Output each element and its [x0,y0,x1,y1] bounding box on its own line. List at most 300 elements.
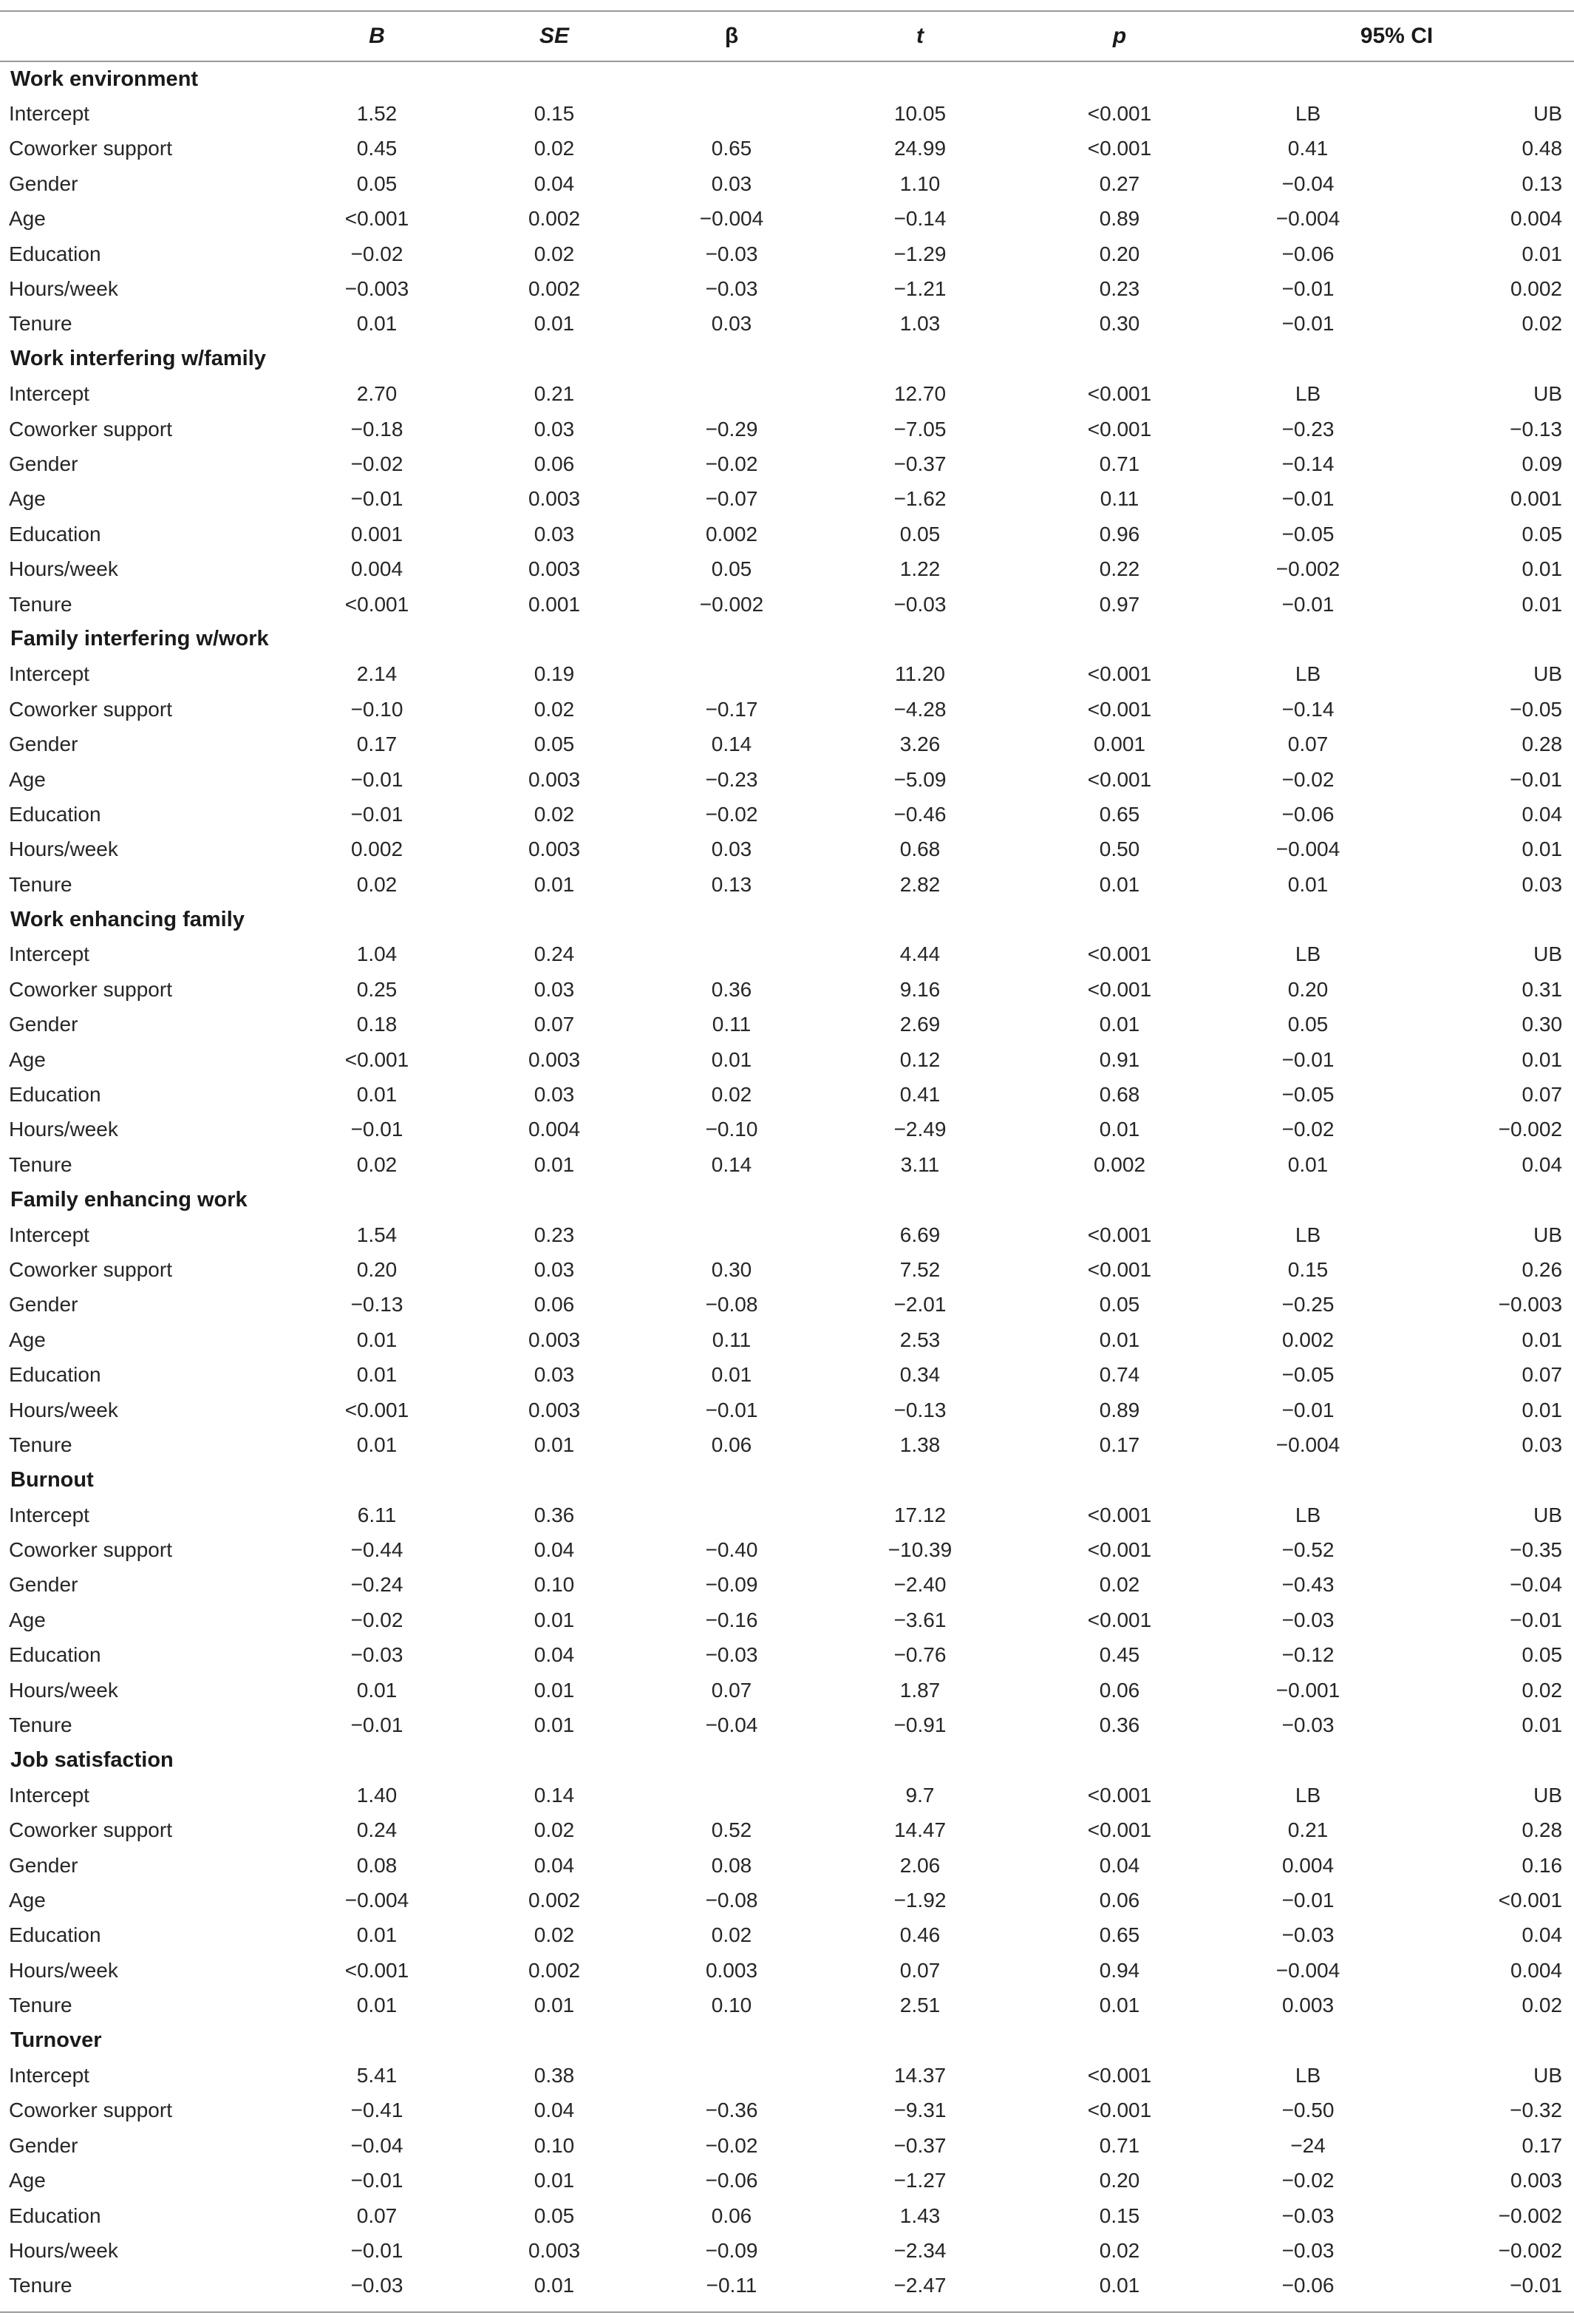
cell-se: 0.03 [534,977,575,1001]
cell-ci-upper: 0.16 [1522,1853,1563,1877]
cell-predictor: Gender [9,452,78,475]
table-row [0,972,1574,1007]
cell-t: −5.09 [893,767,947,791]
cell-ci-lower: −0.01 [1281,592,1335,616]
cell-p: 0.01 [1099,1328,1140,1351]
cell-b: 0.01 [356,1923,398,1947]
cell-t: −0.46 [893,802,947,826]
cell-ci-upper: 0.01 [1522,1328,1563,1351]
cell-ci-upper: 0.004 [1510,1958,1563,1982]
cell-se: 0.14 [534,1783,575,1807]
cell-ci-lower: −0.05 [1281,1363,1335,1387]
cell-beta: 0.002 [705,522,758,546]
cell-t: 1.22 [899,557,941,581]
cell-ci-upper: UB [1533,1223,1563,1246]
cell-predictor: Education [9,1923,101,1947]
table-row [0,1708,1574,1742]
cell-se: 0.01 [534,2274,575,2297]
cell-se: 0.01 [534,1433,575,1456]
cell-ci-upper: UB [1533,102,1563,126]
cell-b: −0.01 [350,1118,403,1141]
cell-p: 0.91 [1099,1047,1140,1071]
cell-se: 0.002 [528,1958,581,1982]
cell-t: 3.26 [899,733,941,756]
cell-ci-lower: −0.01 [1281,277,1335,301]
cell-se: 0.002 [528,1889,581,1912]
cell-ci-lower: 0.01 [1287,872,1329,896]
cell-predictor: Age [9,487,46,511]
table-row [0,2269,1574,2303]
cell-p: 0.02 [1099,2238,1140,2262]
section-title: Work interfering w/family [10,347,266,371]
cell-predictor: Intercept [9,942,89,966]
table-row [0,1568,1574,1603]
cell-b: −0.44 [350,1538,403,1562]
cell-beta: −0.08 [705,1293,758,1316]
cell-p: <0.001 [1087,2099,1152,2122]
cell-predictor: Hours/week [9,2238,118,2262]
cell-beta: −0.09 [705,2238,758,2262]
cell-se: 0.36 [534,1503,575,1526]
cell-predictor: Intercept [9,1503,89,1526]
cell-ci-upper: 0.30 [1522,1013,1563,1036]
table-body [0,61,1574,2303]
cell-t: 1.87 [899,1678,941,1702]
cell-p: <0.001 [1087,1608,1152,1631]
cell-ci-upper: 0.002 [1510,277,1563,301]
cell-ci-lower: 0.003 [1281,1994,1335,2017]
cell-b: 0.01 [356,312,398,336]
cell-t: −2.34 [893,2238,947,2262]
cell-se: 0.004 [528,1118,581,1141]
cell-b: 1.40 [356,1783,398,1807]
cell-se: 0.01 [534,1608,575,1631]
cell-b: −0.24 [350,1573,403,1597]
cell-predictor: Coworker support [9,1818,172,1842]
cell-ci-upper: 0.01 [1522,592,1563,616]
cell-se: 0.03 [534,1363,575,1387]
cell-b: 0.001 [350,522,403,546]
cell-beta [643,1498,820,1532]
table-row [0,412,1574,446]
cell-beta: −0.04 [705,1713,758,1737]
cell-predictor: Age [9,1889,46,1912]
cell-t: −0.14 [893,207,947,231]
cell-b: −0.03 [350,2274,403,2297]
section-header-row [0,1463,1574,1498]
section-header-row [0,2023,1574,2058]
table-row [0,1778,1574,1812]
cell-predictor: Tenure [9,872,72,896]
cell-predictor: Tenure [9,1152,72,1176]
cell-ci-upper: 0.04 [1522,802,1563,826]
cell-t: 2.69 [899,1013,941,1036]
cell-ci-lower: −0.004 [1275,837,1340,861]
table-row [0,2093,1574,2128]
table-row [0,1147,1574,1182]
cell-t: 24.99 [893,137,947,160]
cell-predictor: Gender [9,733,78,756]
cell-ci-upper: −0.01 [1510,2274,1563,2297]
cell-t: −1.27 [893,2169,947,2192]
section-header-row [0,902,1574,937]
cell-b: 0.18 [356,1013,398,1036]
cell-b: −0.03 [350,1643,403,1667]
cell-ci-upper: UB [1533,662,1563,686]
cell-ci-lower: −0.12 [1281,1643,1335,1667]
cell-b: 1.04 [356,942,398,966]
cell-beta: 0.06 [711,1433,752,1456]
cell-ci-lower: 0.20 [1287,977,1329,1001]
cell-p: 0.23 [1099,277,1140,301]
cell-p: <0.001 [1087,382,1152,406]
section-header-row [0,1183,1574,1217]
table-row [0,132,1574,166]
cell-t: 1.43 [899,2204,941,2227]
cell-beta: 0.01 [711,1363,752,1387]
cell-p: <0.001 [1087,1257,1152,1281]
cell-b: −0.01 [350,487,403,511]
cell-predictor: Tenure [9,1713,72,1737]
cell-se: 0.01 [534,1994,575,2017]
cell-b: −0.01 [350,1713,403,1737]
cell-b: −0.41 [350,2099,403,2122]
table-bottom-rule [0,2311,1574,2313]
cell-se: 0.01 [534,1713,575,1737]
table-row [0,1498,1574,1532]
cell-se: 0.04 [534,1538,575,1562]
cell-t: 6.69 [899,1223,941,1246]
cell-t: −0.91 [893,1713,947,1737]
cell-b: 1.54 [356,1223,398,1246]
cell-b: 0.02 [356,1152,398,1176]
cell-predictor: Education [9,1643,101,1667]
cell-se: 0.003 [528,557,581,581]
cell-ci-lower: −0.06 [1281,2274,1335,2297]
table-row [0,657,1574,692]
cell-t: 12.70 [893,382,947,406]
cell-t: 2.06 [899,1853,941,1877]
cell-predictor: Intercept [9,2063,89,2087]
cell-t: 4.44 [899,942,941,966]
section-header-row [0,61,1574,96]
cell-beta: 0.36 [711,977,752,1001]
table-row [0,307,1574,342]
table-row [0,271,1574,306]
cell-ci-lower: −0.14 [1281,697,1335,721]
cell-beta: −0.03 [705,1643,758,1667]
cell-se: 0.06 [534,1293,575,1316]
cell-p: 0.71 [1099,452,1140,475]
cell-b: −0.02 [350,242,403,265]
cell-ci-upper: 0.17 [1522,2133,1563,2157]
cell-se: 0.06 [534,452,575,475]
cell-p: 0.36 [1099,1713,1140,1737]
cell-b: 0.24 [356,1818,398,1842]
cell-ci-lower: −0.43 [1281,1573,1335,1597]
cell-p: 0.002 [1093,1152,1146,1176]
cell-ci-upper: 0.01 [1522,557,1563,581]
cell-beta: 0.03 [711,171,752,195]
cell-beta: −0.16 [705,1608,758,1631]
table-row [0,96,1574,131]
cell-ci-upper: −0.13 [1510,417,1563,441]
table-row [0,1953,1574,1988]
cell-t: 0.07 [899,1958,941,1982]
cell-t: −0.37 [893,452,947,475]
cell-b: 0.07 [356,2204,398,2227]
table-row [0,2128,1574,2163]
cell-beta [643,2058,820,2093]
cell-beta: −0.17 [705,697,758,721]
cell-ci-lower: −0.01 [1281,312,1335,336]
cell-se: 0.002 [528,277,581,301]
cell-ci-upper: −0.35 [1510,1538,1563,1562]
cell-b: 2.70 [356,382,398,406]
section-title: Job satisfaction [10,1747,174,1772]
cell-ci-upper: −0.003 [1498,1293,1563,1316]
cell-b: −0.004 [344,1889,409,1912]
cell-predictor: Tenure [9,1994,72,2017]
cell-predictor: Hours/week [9,1118,118,1141]
table-row [0,1988,1574,2022]
cell-beta: 0.03 [711,837,752,861]
cell-p: 0.01 [1099,1118,1140,1141]
cell-ci-lower: −0.52 [1281,1538,1335,1562]
cell-ci-lower: −0.04 [1281,171,1335,195]
cell-p: 0.22 [1099,557,1140,581]
cell-se: 0.001 [528,592,581,616]
cell-t: 9.7 [905,1783,935,1807]
cell-p: 0.06 [1099,1889,1140,1912]
table-row [0,797,1574,832]
cell-predictor: Coworker support [9,2099,172,2122]
cell-se: 0.04 [534,1853,575,1877]
cell-se: 0.003 [528,837,581,861]
section-header-row [0,622,1574,656]
cell-ci-lower: −0.01 [1281,1889,1335,1912]
cell-p: 0.20 [1099,2169,1140,2192]
cell-b: −0.04 [350,2133,403,2157]
cell-se: 0.003 [528,487,581,511]
cell-ci-upper: 0.001 [1510,487,1563,511]
cell-t: 14.47 [893,1818,947,1842]
cell-beta: 0.11 [712,1328,752,1351]
cell-beta: −0.03 [705,277,758,301]
cell-ci-upper: 0.003 [1510,2169,1563,2192]
cell-ci-lower: 0.15 [1287,1257,1329,1281]
cell-ci-upper: −0.002 [1498,2204,1563,2227]
cell-t: 1.03 [899,312,941,336]
cell-p: 0.17 [1099,1433,1140,1456]
cell-beta: −0.02 [705,452,758,475]
cell-ci-upper: UB [1533,2063,1563,2087]
cell-t: 0.41 [899,1083,941,1107]
table-row [0,166,1574,201]
cell-ci-upper: 0.07 [1522,1363,1563,1387]
cell-p: 0.01 [1099,2274,1140,2297]
cell-p: 0.04 [1099,1853,1140,1877]
cell-ci-lower: LB [1295,662,1321,686]
cell-p: <0.001 [1087,1223,1152,1246]
cell-predictor: Gender [9,1293,78,1316]
cell-beta: 0.11 [712,1013,752,1036]
cell-ci-lower: LB [1295,2063,1321,2087]
cell-b: 0.01 [356,1363,398,1387]
cell-ci-upper: 0.48 [1522,137,1563,160]
cell-p: 0.97 [1099,592,1140,616]
cell-se: 0.003 [528,767,581,791]
cell-ci-lower: −0.002 [1275,557,1340,581]
cell-ci-upper: 0.28 [1522,1818,1563,1842]
cell-t: 11.20 [895,662,945,686]
table-row [0,727,1574,761]
table-row [0,2233,1574,2268]
table-row [0,482,1574,517]
cell-t: 2.53 [899,1328,941,1351]
cell-se: 0.04 [534,171,575,195]
cell-ci-upper: UB [1533,1503,1563,1526]
cell-t: −0.76 [893,1643,947,1667]
table-row [0,1322,1574,1357]
cell-predictor: Age [9,1608,46,1631]
cell-b: 0.002 [350,837,403,861]
cell-predictor: Gender [9,2133,78,2157]
section-title: Burnout [10,1467,94,1492]
table-row [0,1427,1574,1462]
cell-beta: 0.30 [711,1257,752,1281]
cell-se: 0.02 [534,1923,575,1947]
cell-t: 9.16 [899,977,941,1001]
cell-ci-upper: 0.02 [1522,1678,1563,1702]
cell-beta: 0.65 [711,137,752,160]
cell-ci-lower: −0.01 [1281,1047,1335,1071]
table-row [0,2058,1574,2093]
cell-predictor: Coworker support [9,417,172,441]
cell-predictor: Education [9,802,101,826]
cell-t: −1.92 [893,1889,947,1912]
cell-predictor: Gender [9,1853,78,1877]
cell-ci-lower: −0.03 [1281,2238,1335,2262]
table-row [0,937,1574,972]
cell-predictor: Age [9,767,46,791]
cell-b: <0.001 [344,1958,409,1982]
table-row [0,446,1574,481]
cell-b: −0.02 [350,1608,403,1631]
cell-t: 7.52 [899,1257,941,1281]
cell-ci-upper: −0.05 [1510,697,1563,721]
cell-ci-lower: 0.004 [1281,1853,1335,1877]
section-title: Family interfering w/work [10,627,269,651]
cell-ci-upper: UB [1533,942,1563,966]
cell-t: 10.05 [893,102,947,126]
cell-beta: 0.02 [711,1083,752,1107]
cell-p: <0.001 [1087,417,1152,441]
cell-t: 14.37 [893,2063,947,2087]
cell-ci-upper: −0.04 [1510,1573,1563,1597]
table-row [0,1883,1574,1917]
cell-predictor: Intercept [9,662,89,686]
cell-ci-upper: −0.32 [1510,2099,1563,2122]
header-se: SE [466,11,643,61]
cell-se: 0.01 [534,1678,575,1702]
cell-p: 0.71 [1099,2133,1140,2157]
cell-se: 0.02 [534,242,575,265]
cell-b: 0.25 [356,977,398,1001]
cell-se: 0.21 [534,382,575,406]
table-row [0,587,1574,622]
cell-beta: −0.08 [705,1889,758,1912]
cell-beta [643,657,820,692]
cell-b: −0.02 [350,452,403,475]
cell-ci-lower: LB [1295,1223,1321,1246]
cell-ci-lower: −0.004 [1275,1958,1340,1982]
cell-ci-upper: 0.01 [1522,242,1563,265]
cell-predictor: Coworker support [9,1538,172,1562]
cell-se: 0.07 [534,1013,575,1036]
cell-se: 0.23 [534,1223,575,1246]
cell-b: −0.10 [350,697,403,721]
cell-b: 0.01 [356,1083,398,1107]
cell-ci-lower: −0.004 [1275,207,1340,231]
cell-t: 0.68 [899,837,941,861]
cell-beta [643,377,820,412]
cell-predictor: Education [9,522,101,546]
cell-beta: 0.14 [711,733,752,756]
cell-ci-lower: LB [1295,1783,1321,1807]
table-row [0,1848,1574,1883]
cell-beta: 0.08 [711,1853,752,1877]
cell-p: <0.001 [1087,1783,1152,1807]
table-row [0,832,1574,867]
table-row [0,1252,1574,1287]
cell-ci-upper: 0.04 [1522,1923,1563,1947]
cell-beta: −0.09 [705,1573,758,1597]
cell-ci-lower: −0.06 [1281,802,1335,826]
cell-beta: −0.03 [705,242,758,265]
cell-p: 0.02 [1099,1573,1140,1597]
cell-ci-lower: −0.05 [1281,1083,1335,1107]
cell-ci-lower: 0.21 [1287,1818,1329,1842]
cell-ci-lower: −0.05 [1281,522,1335,546]
cell-t: −1.62 [893,487,947,511]
cell-ci-lower: LB [1295,1503,1321,1526]
cell-beta: 0.52 [711,1818,752,1842]
cell-b: 0.01 [356,1328,398,1351]
table-row [0,1288,1574,1322]
cell-predictor: Education [9,1083,101,1107]
cell-ci-upper: −0.002 [1498,1118,1563,1141]
cell-b: 0.01 [356,1433,398,1456]
table-row [0,692,1574,727]
cell-p: 0.01 [1099,1994,1140,2017]
cell-t: 2.51 [899,1994,941,2017]
cell-ci-upper: 0.03 [1522,1433,1563,1456]
cell-ci-lower: 0.05 [1287,1013,1329,1036]
cell-ci-lower: −0.03 [1281,1923,1335,1947]
cell-predictor: Intercept [9,1223,89,1246]
cell-predictor: Education [9,242,101,265]
table-row [0,237,1574,271]
cell-ci-upper: UB [1533,382,1563,406]
cell-beta: −0.10 [705,1118,758,1141]
cell-p: 0.68 [1099,1083,1140,1107]
cell-beta: 0.13 [711,872,752,896]
cell-se: 0.01 [534,872,575,896]
header-t: t [820,11,1020,61]
cell-ci-upper: 0.01 [1522,837,1563,861]
cell-p: <0.001 [1087,767,1152,791]
